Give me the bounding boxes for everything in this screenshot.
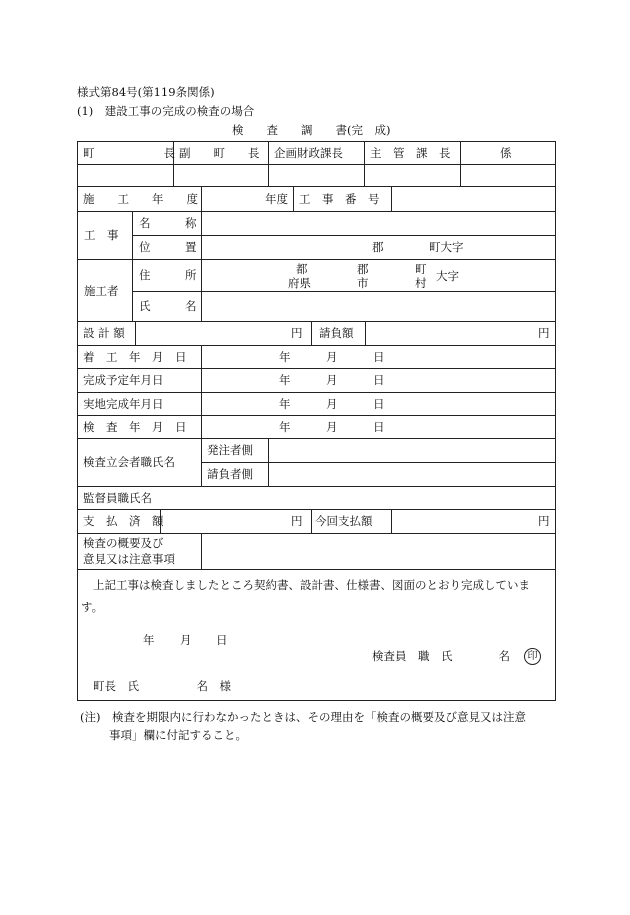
inspector-signature-label: 検査員 職 氏 名 bbox=[372, 649, 510, 663]
actual-date-year: 年 bbox=[279, 397, 291, 411]
address-gun: 郡 bbox=[357, 262, 369, 276]
form-number: 様式第84号(第119条関係) bbox=[77, 85, 215, 99]
location-gun: 郡 bbox=[372, 240, 384, 254]
witness-label: 検査立会者職氏名 bbox=[83, 455, 175, 469]
inspection-date-label: 検 査 年 月 日 bbox=[83, 420, 187, 434]
case-heading: (1) 建設工事の完成の検査の場合 bbox=[77, 104, 255, 118]
address-label: 住 所 bbox=[139, 268, 197, 282]
summary-label-line1: 検査の概要及び bbox=[83, 536, 164, 550]
planned-completion-label: 完成予定年月日 bbox=[83, 373, 164, 387]
contract-amount-yen: 円 bbox=[538, 326, 550, 340]
supervisor-label: 監督員職氏名 bbox=[83, 491, 152, 505]
contractor-side-label: 請負者側 bbox=[207, 467, 253, 481]
statement-date-month: 月 bbox=[180, 633, 192, 647]
document-title: 検 査 調 書(完 成) bbox=[232, 123, 391, 137]
this-payment-yen: 円 bbox=[538, 514, 550, 528]
paid-amount-label: 支 払 済 額 bbox=[83, 514, 164, 528]
planning-finance-chief-label: 企画財政課長 bbox=[274, 146, 343, 160]
footnote-line1: (注) 検査を期限内に行わなかったときは、その理由を「検査の概要及び意見又は注意 bbox=[80, 710, 526, 724]
work-label: 工 事 bbox=[84, 228, 119, 242]
seal-icon: 印 bbox=[524, 648, 541, 665]
summary-label-line2: 意見又は注意事項 bbox=[83, 552, 175, 566]
work-number-label: 工 事 番 号 bbox=[299, 192, 380, 206]
statement-date-year: 年 bbox=[143, 633, 155, 647]
mayor-addressee: 町長 氏 名 様 bbox=[93, 679, 231, 693]
section-chief-label: 主 管 課 長 bbox=[370, 146, 451, 160]
actual-completion-label: 実地完成年月日 bbox=[83, 397, 164, 411]
address-shi: 市 bbox=[357, 276, 369, 290]
start-date-label: 着 工 年 月 日 bbox=[83, 350, 187, 364]
planned-date-month: 月 bbox=[326, 373, 338, 387]
work-name-label: 名 称 bbox=[139, 216, 197, 230]
actual-date-month: 月 bbox=[326, 397, 338, 411]
construction-year-label: 施 工 年 度 bbox=[83, 192, 198, 206]
location-town: 町大字 bbox=[429, 240, 464, 254]
this-payment-label: 今回支払額 bbox=[315, 514, 373, 528]
footnote bbox=[80, 708, 560, 744]
contractor-label: 施工者 bbox=[84, 284, 119, 298]
statement-line2: す。 bbox=[81, 600, 104, 614]
address-aza: 大字 bbox=[436, 269, 459, 283]
mayor-label: 町 長 bbox=[83, 146, 175, 160]
orderer-side-label: 発注者側 bbox=[207, 443, 253, 457]
design-amount-label: 設 計 額 bbox=[83, 326, 125, 340]
address-to: 都 bbox=[296, 262, 308, 276]
deputy-mayor-label: 副 町 長 bbox=[179, 146, 260, 160]
footnote-line2: 事項」欄に付記すること。 bbox=[109, 728, 247, 742]
start-date-day: 日 bbox=[373, 350, 385, 364]
inspection-date-month: 月 bbox=[326, 420, 338, 434]
inspection-date-day: 日 bbox=[373, 420, 385, 434]
statement-date-day: 日 bbox=[216, 633, 228, 647]
inspection-date-year: 年 bbox=[279, 420, 291, 434]
address-machi: 町 bbox=[415, 262, 427, 276]
start-date-month: 月 bbox=[326, 350, 338, 364]
address-mura: 村 bbox=[415, 276, 427, 290]
paid-amount-yen: 円 bbox=[291, 514, 303, 528]
work-location-label: 位 置 bbox=[139, 240, 197, 254]
inspection-form bbox=[77, 141, 556, 701]
address-fuken: 府県 bbox=[288, 276, 311, 290]
planned-date-day: 日 bbox=[373, 373, 385, 387]
start-date-year: 年 bbox=[279, 350, 291, 364]
year-suffix: 年度 bbox=[265, 192, 288, 206]
actual-date-day: 日 bbox=[373, 397, 385, 411]
planned-date-year: 年 bbox=[279, 373, 291, 387]
design-amount-yen: 円 bbox=[291, 326, 303, 340]
statement-line1: 上記工事は検査しましたところ契約書、設計書、仕様書、図面のとおり完成していま bbox=[93, 578, 530, 592]
person-name-label: 氏 名 bbox=[139, 299, 197, 313]
staff-label: 係 bbox=[500, 146, 512, 160]
contract-amount-label: 請負額 bbox=[319, 326, 354, 340]
